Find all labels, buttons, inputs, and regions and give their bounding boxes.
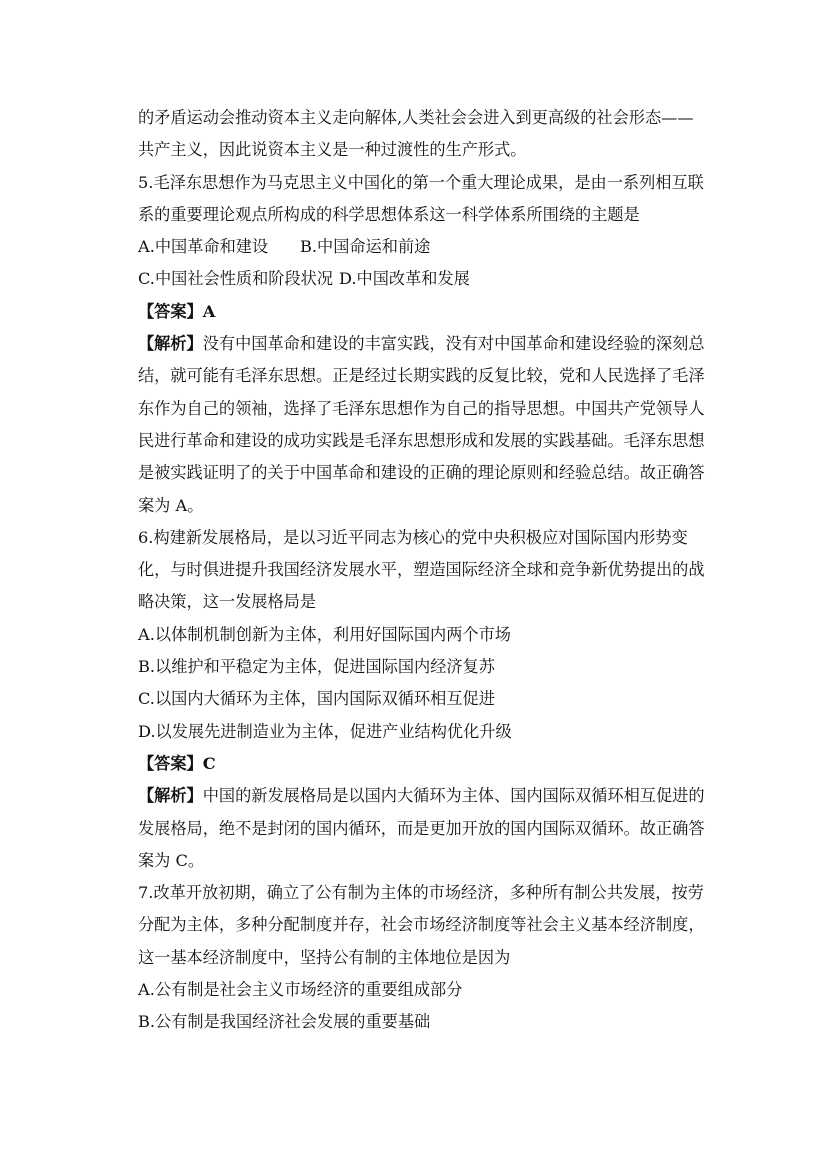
option-b: B.公有制是我国经济社会发展的重要基础 — [138, 1012, 431, 1032]
analysis-line: 发展格局，绝不是封闭的国内循环，而是更加开放的国内国际双循环。故正确答 — [138, 818, 705, 838]
option-d: D.中国改革和发展 — [339, 269, 470, 289]
analysis-label: 【解析】 — [138, 786, 203, 806]
option-a: A.公有制是社会主义市场经济的重要组成部分 — [138, 980, 463, 1000]
question-stem-line: 系的重要理论观点所构成的科学思想体系这一科学体系所围绕的主题是 — [138, 204, 640, 224]
analysis-text: 中国的新发展格局是以国内大循环为主体、国内国际双循环相互促进的 — [202, 786, 705, 806]
analysis-line: 结，就可能有毛泽东思想。正是经过长期实践的反复比较，党和人民选择了毛泽 — [138, 366, 705, 386]
option-a: A.以体制机制创新为主体，利用好国际国内两个市场 — [138, 624, 511, 644]
option-c: C.中国社会性质和阶段状况 — [138, 269, 334, 289]
question-5 — [138, 167, 718, 522]
question-stem-line: 5.毛泽东思想作为马克思主义中国化的第一个重大理论成果，是由一系列相互联 — [138, 172, 704, 192]
analysis-text: 没有中国革命和建设的丰富实践，没有对中国革命和建设经验的深刻总 — [202, 334, 705, 354]
page-content — [138, 102, 718, 1039]
question-7 — [138, 877, 718, 1038]
answer-line — [138, 296, 718, 328]
analysis-line — [138, 328, 718, 360]
text-line: 共产主义，因此说资本主义是一种过渡性的生产形式。 — [138, 140, 527, 160]
option-row — [138, 231, 718, 263]
analysis-line: 东作为自己的领袖，选择了毛泽东思想作为自己的指导思想。中国共产党领导人 — [138, 398, 705, 418]
text-line: 的矛盾运动会推动资本主义走向解体,人类社会会进入到更高级的社会形态—— — [138, 108, 694, 127]
question-stem-line: 7.改革开放初期，确立了公有制为主体的市场经济，多种所有制公共发展，按劳 — [138, 883, 704, 903]
option-b: B.中国命运和前途 — [300, 237, 431, 257]
analysis-line: 案为 A。 — [138, 495, 204, 515]
answer-value: A — [202, 301, 216, 321]
option-c: C.以国内大循环为主体，国内国际双循环相互促进 — [138, 689, 495, 709]
question-stem-line: 略决策，这一发展格局是 — [138, 592, 317, 612]
analysis-line — [138, 780, 718, 812]
option-d: D.以发展先进制造业为主体，促进产业结构优化升级 — [138, 721, 512, 741]
option-a: A.中国革命和建设 — [138, 237, 269, 257]
answer-line — [138, 748, 718, 780]
carryover-paragraph — [138, 102, 718, 167]
question-6 — [138, 522, 718, 877]
question-stem-line: 这一基本经济制度中，坚持公有制的主体地位是因为 — [138, 947, 511, 967]
question-stem-line: 化，与时俱进提升我国经济发展水平，塑造国际经济全球和竞争新优势提出的战 — [138, 560, 705, 580]
question-stem-line: 6.构建新发展格局，是以习近平同志为核心的党中央积极应对国际国内形势变 — [138, 527, 688, 547]
question-stem-line: 分配为主体，多种分配制度并存，社会市场经济制度等社会主义基本经济制度， — [138, 915, 705, 935]
analysis-line: 是被实践证明了的关于中国革命和建设的正确的理论原则和经验总结。故正确答 — [138, 463, 705, 483]
analysis-line: 民进行革命和建设的成功实践是毛泽东思想形成和发展的实践基础。毛泽东思想 — [138, 430, 705, 450]
option-row — [138, 263, 718, 295]
answer-label: 【答案】 — [138, 753, 203, 773]
option-b: B.以维护和平稳定为主体，促进国际国内经济复苏 — [138, 657, 495, 677]
analysis-label: 【解析】 — [138, 334, 203, 354]
answer-value: C — [202, 753, 216, 773]
answer-label: 【答案】 — [138, 301, 203, 321]
analysis-line: 案为 C。 — [138, 850, 205, 870]
